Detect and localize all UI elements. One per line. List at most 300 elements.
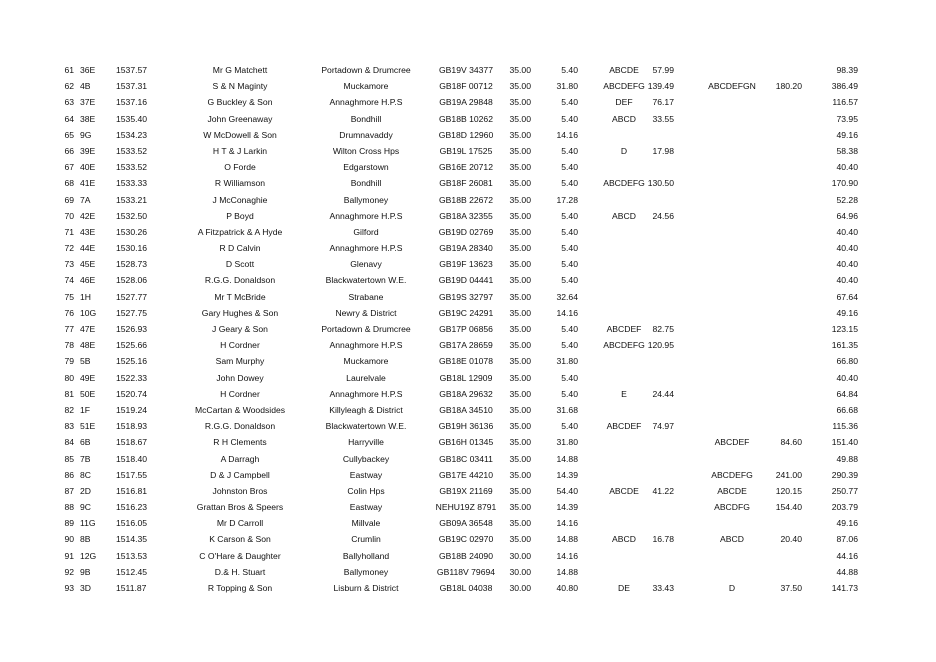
nominations-letters-cell: ABCDFG bbox=[714, 502, 750, 513]
pools-winnings-cell: 41.22 bbox=[652, 485, 674, 496]
pools-winnings-cell: 17.98 bbox=[652, 145, 674, 156]
ring-number-cell: GB17P 06856 bbox=[439, 324, 493, 334]
nominations-letters-cell: ABCDEFGN bbox=[708, 81, 756, 92]
position-cell: 62 bbox=[64, 81, 74, 92]
nominations-letters-cell: ABCD bbox=[720, 534, 744, 545]
pools-winnings-cell: 120.95 bbox=[647, 340, 674, 351]
entry-fee-cell: 30.00 bbox=[509, 550, 531, 561]
table-row bbox=[0, 370, 936, 386]
position-cell: 77 bbox=[64, 324, 74, 334]
total-cell: 66.68 bbox=[836, 404, 858, 415]
section-code-cell: 9G bbox=[80, 129, 92, 140]
section-code-cell: 2D bbox=[80, 485, 91, 496]
club-cell: Millvale bbox=[351, 518, 381, 529]
position-cell: 72 bbox=[64, 243, 74, 254]
ring-number-cell: GB18A 32355 bbox=[439, 210, 493, 221]
entry-fee-cell: 35.00 bbox=[509, 113, 531, 124]
competitor-name-cell: D.& H. Stuart bbox=[214, 566, 266, 577]
pools-winnings-cell: 74.97 bbox=[652, 421, 674, 432]
ring-number-cell: GB09A 36548 bbox=[439, 518, 493, 529]
ring-number-cell: GB16H 01345 bbox=[438, 437, 494, 448]
ring-number-cell: GB19A 28340 bbox=[439, 243, 493, 254]
table-row bbox=[0, 159, 936, 175]
section-code-cell: 9B bbox=[80, 566, 91, 577]
ring-number-cell: GB18C 03411 bbox=[439, 453, 493, 464]
velocity-cell: 1520.74 bbox=[116, 388, 148, 399]
club-cell: Newry & District bbox=[335, 307, 397, 318]
competitor-name-cell: C O'Hare & Daughter bbox=[199, 550, 281, 561]
entry-fee-cell: 35.00 bbox=[509, 259, 531, 270]
section-code-cell: 36E bbox=[80, 65, 96, 75]
position-cell: 93 bbox=[64, 583, 74, 593]
entry-fee-cell: 35.00 bbox=[509, 324, 531, 334]
prize-cell: 5.40 bbox=[561, 145, 578, 156]
club-cell: Ballyholland bbox=[342, 550, 390, 561]
table-row bbox=[0, 208, 936, 224]
table-row bbox=[0, 451, 936, 467]
section-code-cell: 9C bbox=[80, 502, 91, 513]
section-code-cell: 6B bbox=[80, 437, 91, 448]
club-cell: Annaghmore H.P.S bbox=[329, 243, 403, 254]
section-code-cell: 39E bbox=[80, 145, 96, 156]
table-row bbox=[0, 402, 936, 418]
ring-number-cell: GB18E 01078 bbox=[439, 356, 493, 367]
entry-fee-cell: 35.00 bbox=[509, 453, 531, 464]
ring-number-cell: GB18L 12909 bbox=[439, 372, 493, 383]
velocity-cell: 1518.67 bbox=[116, 437, 148, 448]
section-code-cell: 3D bbox=[80, 583, 91, 593]
prize-cell: 5.40 bbox=[561, 259, 578, 270]
ring-number-cell: GB18A 29632 bbox=[439, 388, 493, 399]
prize-cell: 5.40 bbox=[561, 388, 578, 399]
velocity-cell: 1512.45 bbox=[116, 566, 148, 577]
pools-winnings-cell: 33.43 bbox=[652, 583, 674, 593]
nominations-winnings-cell: 180.20 bbox=[775, 81, 802, 92]
entry-fee-cell: 35.00 bbox=[509, 275, 531, 286]
club-cell: Edgarstown bbox=[343, 162, 389, 173]
total-cell: 64.96 bbox=[836, 210, 858, 221]
entry-fee-cell: 35.00 bbox=[509, 291, 531, 302]
entry-fee-cell: 35.00 bbox=[509, 194, 531, 205]
club-cell: Laurelvale bbox=[346, 372, 386, 383]
ring-number-cell: GB18B 24090 bbox=[439, 550, 493, 561]
position-cell: 74 bbox=[64, 275, 74, 286]
section-code-cell: 45E bbox=[80, 259, 96, 270]
pools-letters-cell: ABCDEFG bbox=[603, 178, 645, 189]
total-cell: 44.16 bbox=[836, 550, 858, 561]
position-cell: 75 bbox=[64, 291, 74, 302]
table-row bbox=[0, 321, 936, 337]
table-row bbox=[0, 467, 936, 483]
club-cell: Eastway bbox=[349, 502, 383, 513]
pools-winnings-cell: 130.50 bbox=[647, 178, 674, 189]
position-cell: 63 bbox=[64, 97, 74, 108]
position-cell: 89 bbox=[64, 518, 74, 529]
competitor-name-cell: R Topping & Son bbox=[207, 583, 273, 593]
table-row bbox=[0, 94, 936, 110]
pools-letters-cell: DEF bbox=[615, 97, 633, 108]
position-cell: 85 bbox=[64, 453, 74, 464]
velocity-cell: 1533.52 bbox=[116, 145, 148, 156]
pools-letters-cell: ABCDE bbox=[609, 485, 639, 496]
velocity-cell: 1528.73 bbox=[116, 259, 148, 270]
competitor-name-cell: John Dowey bbox=[216, 372, 264, 383]
competitor-name-cell: Mr T McBride bbox=[214, 291, 266, 302]
table-row bbox=[0, 143, 936, 159]
velocity-cell: 1518.40 bbox=[116, 453, 148, 464]
total-cell: 141.73 bbox=[831, 583, 858, 593]
competitor-name-cell: Sam Murphy bbox=[215, 356, 265, 367]
table-row bbox=[0, 499, 936, 515]
club-cell: Annaghmore H.P.S bbox=[329, 97, 403, 108]
prize-cell: 5.40 bbox=[561, 226, 578, 237]
competitor-name-cell: McCartan & Woodsides bbox=[194, 404, 286, 415]
velocity-cell: 1537.57 bbox=[116, 65, 148, 75]
position-cell: 66 bbox=[64, 145, 74, 156]
club-cell: Crumlin bbox=[351, 534, 381, 545]
velocity-cell: 1511.87 bbox=[116, 583, 147, 593]
competitor-name-cell: H T & J Larkin bbox=[212, 145, 268, 156]
total-cell: 161.35 bbox=[831, 340, 858, 351]
entry-fee-cell: 35.00 bbox=[509, 534, 531, 545]
club-cell: Cullybackey bbox=[342, 453, 390, 464]
total-cell: 151.40 bbox=[831, 437, 858, 448]
entry-fee-cell: 35.00 bbox=[509, 65, 531, 75]
total-cell: 40.40 bbox=[836, 243, 858, 254]
total-cell: 40.40 bbox=[836, 226, 858, 237]
total-cell: 58.38 bbox=[836, 145, 858, 156]
club-cell: Drumnavaddy bbox=[339, 129, 393, 140]
total-cell: 40.40 bbox=[836, 275, 858, 286]
club-cell: Muckamore bbox=[343, 356, 389, 367]
competitor-name-cell: K Carson & Son bbox=[209, 534, 271, 545]
pools-letters-cell: ABCD bbox=[612, 113, 636, 124]
competitor-name-cell: A Fitzpatrick & A Hyde bbox=[197, 226, 283, 237]
velocity-cell: 1525.66 bbox=[116, 340, 148, 351]
club-cell: Muckamore bbox=[343, 81, 389, 92]
total-cell: 170.90 bbox=[831, 178, 858, 189]
total-cell: 203.79 bbox=[831, 502, 858, 513]
table-row bbox=[0, 78, 936, 94]
ring-number-cell: GB19C 24291 bbox=[438, 307, 494, 318]
competitor-name-cell: R Williamson bbox=[214, 178, 266, 189]
ring-number-cell: GB18A 34510 bbox=[439, 404, 493, 415]
competitor-name-cell: P Boyd bbox=[226, 210, 254, 221]
prize-cell: 5.40 bbox=[561, 178, 578, 189]
prize-cell: 14.88 bbox=[556, 534, 578, 545]
table-row bbox=[0, 337, 936, 353]
total-cell: 40.40 bbox=[836, 259, 858, 270]
position-cell: 81 bbox=[64, 388, 74, 399]
velocity-cell: 1526.93 bbox=[116, 324, 148, 334]
velocity-cell: 1527.77 bbox=[116, 291, 148, 302]
club-cell: Killyleagh & District bbox=[329, 404, 403, 415]
position-cell: 82 bbox=[64, 404, 74, 415]
table-row bbox=[0, 386, 936, 402]
velocity-cell: 1518.93 bbox=[116, 421, 148, 432]
competitor-name-cell: Grattan Bros & Speers bbox=[196, 502, 284, 513]
entry-fee-cell: 35.00 bbox=[509, 485, 531, 496]
velocity-cell: 1522.33 bbox=[116, 372, 148, 383]
ring-number-cell: GB18F 26081 bbox=[439, 178, 493, 189]
competitor-name-cell: H Cordner bbox=[220, 388, 260, 399]
prize-cell: 32.64 bbox=[556, 291, 578, 302]
section-code-cell: 41E bbox=[80, 178, 96, 189]
table-row bbox=[0, 564, 936, 580]
nominations-letters-cell: D bbox=[728, 583, 736, 593]
section-code-cell: 5B bbox=[80, 356, 91, 367]
ring-number-cell: GB118V 79694 bbox=[436, 566, 496, 577]
total-cell: 116.57 bbox=[832, 97, 858, 108]
position-cell: 69 bbox=[64, 194, 74, 205]
total-cell: 44.88 bbox=[836, 566, 858, 577]
total-cell: 66.80 bbox=[836, 356, 858, 367]
entry-fee-cell: 30.00 bbox=[509, 566, 531, 577]
position-cell: 68 bbox=[64, 178, 74, 189]
competitor-name-cell: D Scott bbox=[225, 259, 255, 270]
prize-cell: 31.68 bbox=[556, 404, 578, 415]
velocity-cell: 1530.26 bbox=[116, 226, 148, 237]
ring-number-cell: GB18L 04038 bbox=[439, 583, 493, 593]
section-code-cell: 49E bbox=[80, 372, 96, 383]
competitor-name-cell: G Buckley & Son bbox=[207, 97, 273, 108]
ring-number-cell: GB18D 12960 bbox=[438, 129, 494, 140]
entry-fee-cell: 35.00 bbox=[509, 404, 531, 415]
competitor-name-cell: Johnston Bros bbox=[212, 485, 268, 496]
velocity-cell: 1537.16 bbox=[116, 97, 148, 108]
position-cell: 91 bbox=[64, 550, 74, 561]
competitor-name-cell: Mr D Carroll bbox=[216, 518, 264, 529]
club-cell: Lisburn & District bbox=[333, 583, 399, 593]
entry-fee-cell: 35.00 bbox=[509, 243, 531, 254]
total-cell: 64.84 bbox=[836, 388, 858, 399]
table-row bbox=[0, 515, 936, 531]
pools-letters-cell: E bbox=[621, 388, 627, 399]
section-code-cell: 46E bbox=[80, 275, 96, 286]
velocity-cell: 1516.81 bbox=[116, 485, 148, 496]
position-cell: 65 bbox=[64, 129, 74, 140]
ring-number-cell: GB18B 10262 bbox=[439, 113, 493, 124]
entry-fee-cell: 35.00 bbox=[509, 226, 531, 237]
club-cell: Harryville bbox=[348, 437, 384, 448]
club-cell: Colin Hps bbox=[347, 485, 385, 496]
velocity-cell: 1519.24 bbox=[116, 404, 148, 415]
ring-number-cell: GB19H 36136 bbox=[438, 421, 494, 432]
position-cell: 64 bbox=[64, 113, 74, 124]
entry-fee-cell: 35.00 bbox=[509, 372, 531, 383]
ring-number-cell: GB18F 00712 bbox=[439, 81, 493, 92]
section-code-cell: 47E bbox=[80, 324, 96, 334]
section-code-cell: 8B bbox=[80, 534, 91, 545]
competitor-name-cell: J McConaghie bbox=[212, 194, 268, 205]
total-cell: 49.16 bbox=[836, 518, 858, 529]
results-table bbox=[0, 62, 936, 596]
competitor-name-cell: Mr G Matchett bbox=[212, 65, 268, 75]
prize-cell: 14.39 bbox=[556, 502, 578, 513]
velocity-cell: 1514.35 bbox=[116, 534, 148, 545]
total-cell: 40.40 bbox=[836, 162, 858, 173]
club-cell: Strabane bbox=[348, 291, 384, 302]
table-row bbox=[0, 111, 936, 127]
position-cell: 73 bbox=[64, 259, 74, 270]
entry-fee-cell: 35.00 bbox=[509, 145, 531, 156]
section-code-cell: 44E bbox=[80, 243, 96, 254]
ring-number-cell: GB17E 44210 bbox=[439, 469, 493, 480]
prize-cell: 17.28 bbox=[556, 194, 578, 205]
pools-letters-cell: ABCDE bbox=[609, 65, 639, 75]
club-cell: Portadown & Drumcree bbox=[321, 324, 411, 334]
prize-cell: 54.40 bbox=[556, 485, 578, 496]
total-cell: 290.39 bbox=[831, 469, 858, 480]
velocity-cell: 1535.40 bbox=[116, 113, 148, 124]
position-cell: 87 bbox=[64, 485, 74, 496]
section-code-cell: 12G bbox=[80, 550, 97, 561]
table-row bbox=[0, 434, 936, 450]
table-row bbox=[0, 272, 936, 288]
velocity-cell: 1525.16 bbox=[116, 356, 148, 367]
prize-cell: 14.16 bbox=[556, 550, 578, 561]
club-cell: Portadown & Drumcree bbox=[321, 65, 411, 75]
entry-fee-cell: 35.00 bbox=[509, 340, 531, 351]
table-row bbox=[0, 289, 936, 305]
pools-letters-cell: D bbox=[620, 145, 628, 156]
velocity-cell: 1537.31 bbox=[116, 81, 148, 92]
table-row bbox=[0, 548, 936, 564]
entry-fee-cell: 35.00 bbox=[509, 437, 531, 448]
section-code-cell: 10G bbox=[80, 307, 97, 318]
velocity-cell: 1533.21 bbox=[116, 194, 148, 205]
competitor-name-cell: D & J Campbell bbox=[210, 469, 270, 480]
nominations-letters-cell: ABCDEF bbox=[714, 437, 750, 448]
section-code-cell: 37E bbox=[80, 97, 96, 108]
prize-cell: 5.40 bbox=[561, 324, 578, 334]
pools-winnings-cell: 33.55 bbox=[652, 113, 674, 124]
prize-cell: 5.40 bbox=[561, 275, 578, 286]
position-cell: 78 bbox=[64, 340, 74, 351]
prize-cell: 5.40 bbox=[561, 113, 578, 124]
competitor-name-cell: W McDowell & Son bbox=[203, 129, 277, 140]
ring-number-cell: GB19D 02769 bbox=[438, 226, 494, 237]
prize-cell: 5.40 bbox=[561, 421, 578, 432]
ring-number-cell: GB17A 28659 bbox=[439, 340, 493, 351]
pools-winnings-cell: 139.49 bbox=[647, 81, 674, 92]
pools-winnings-cell: 16.78 bbox=[652, 534, 674, 545]
ring-number-cell: GB19X 21169 bbox=[439, 485, 493, 496]
competitor-name-cell: John Greenaway bbox=[207, 113, 273, 124]
table-row bbox=[0, 240, 936, 256]
competitor-name-cell: R.G.G. Donaldson bbox=[204, 275, 276, 286]
ring-number-cell: GB19L 17525 bbox=[439, 145, 493, 156]
velocity-cell: 1516.23 bbox=[116, 502, 148, 513]
section-code-cell: 11G bbox=[80, 518, 96, 529]
position-cell: 86 bbox=[64, 469, 74, 480]
prize-cell: 5.40 bbox=[561, 243, 578, 254]
entry-fee-cell: 35.00 bbox=[509, 178, 531, 189]
competitor-name-cell: A Darragh bbox=[220, 453, 260, 464]
prize-cell: 5.40 bbox=[561, 97, 578, 108]
table-row bbox=[0, 192, 936, 208]
prize-cell: 5.40 bbox=[561, 210, 578, 221]
competitor-name-cell: R.G.G. Donaldson bbox=[204, 421, 276, 432]
section-code-cell: 38E bbox=[80, 113, 96, 124]
total-cell: 52.28 bbox=[836, 194, 858, 205]
club-cell: Eastway bbox=[349, 469, 383, 480]
ring-number-cell: GB19C 02970 bbox=[438, 534, 494, 545]
club-cell: Ballymoney bbox=[343, 566, 389, 577]
pools-winnings-cell: 76.17 bbox=[652, 97, 674, 108]
competitor-name-cell: R H Clements bbox=[213, 437, 267, 448]
prize-cell: 14.88 bbox=[556, 566, 578, 577]
prize-cell: 5.40 bbox=[561, 340, 578, 351]
position-cell: 70 bbox=[64, 210, 74, 221]
total-cell: 49.88 bbox=[836, 453, 858, 464]
velocity-cell: 1513.53 bbox=[116, 550, 148, 561]
ring-number-cell: GB19A 29848 bbox=[439, 97, 493, 108]
position-cell: 67 bbox=[64, 162, 74, 173]
table-row bbox=[0, 580, 936, 596]
total-cell: 250.77 bbox=[831, 485, 858, 496]
section-code-cell: 50E bbox=[80, 388, 96, 399]
ring-number-cell: GB19D 04441 bbox=[438, 275, 494, 286]
total-cell: 49.16 bbox=[836, 307, 858, 318]
velocity-cell: 1530.16 bbox=[116, 243, 148, 254]
table-row bbox=[0, 224, 936, 240]
entry-fee-cell: 35.00 bbox=[509, 518, 531, 529]
club-cell: Annaghmore H.P.S bbox=[329, 340, 403, 351]
section-code-cell: 8C bbox=[80, 469, 91, 480]
prize-cell: 5.40 bbox=[561, 162, 578, 173]
prize-cell: 14.16 bbox=[556, 307, 578, 318]
pools-winnings-cell: 82.75 bbox=[652, 324, 674, 334]
nominations-letters-cell: ABCDEFG bbox=[711, 469, 753, 480]
nominations-winnings-cell: 20.40 bbox=[780, 534, 802, 545]
pools-letters-cell: DE bbox=[618, 583, 630, 593]
entry-fee-cell: 35.00 bbox=[509, 388, 531, 399]
club-cell: Blackwatertown W.E. bbox=[325, 421, 407, 432]
position-cell: 61 bbox=[64, 65, 74, 75]
total-cell: 115.36 bbox=[832, 421, 858, 432]
nominations-winnings-cell: 120.15 bbox=[775, 485, 802, 496]
prize-cell: 14.16 bbox=[556, 129, 578, 140]
entry-fee-cell: 35.00 bbox=[509, 421, 531, 432]
table-row bbox=[0, 175, 936, 191]
total-cell: 87.06 bbox=[836, 534, 858, 545]
club-cell: Wilton Cross Hps bbox=[332, 145, 400, 156]
section-code-cell: 51E bbox=[80, 421, 96, 432]
total-cell: 73.95 bbox=[836, 113, 858, 124]
table-row bbox=[0, 256, 936, 272]
position-cell: 79 bbox=[64, 356, 74, 367]
section-code-cell: 1F bbox=[80, 404, 91, 415]
table-row bbox=[0, 127, 936, 143]
position-cell: 92 bbox=[64, 566, 74, 577]
competitor-name-cell: J Geary & Son bbox=[212, 324, 268, 334]
ring-number-cell: GB18B 22672 bbox=[439, 194, 493, 205]
pools-winnings-cell: 24.44 bbox=[652, 388, 674, 399]
section-code-cell: 48E bbox=[80, 340, 96, 351]
entry-fee-cell: 35.00 bbox=[509, 356, 531, 367]
competitor-name-cell: O Forde bbox=[224, 162, 256, 173]
nominations-winnings-cell: 154.40 bbox=[775, 502, 802, 513]
pools-letters-cell: ABCDEFG bbox=[603, 81, 645, 92]
entry-fee-cell: 35.00 bbox=[509, 502, 531, 513]
velocity-cell: 1533.33 bbox=[116, 178, 148, 189]
pools-letters-cell: ABCD bbox=[612, 534, 636, 545]
club-cell: Bondhill bbox=[350, 113, 382, 124]
pools-letters-cell: ABCDEF bbox=[606, 421, 642, 432]
entry-fee-cell: 35.00 bbox=[509, 469, 531, 480]
section-code-cell: 7B bbox=[80, 453, 91, 464]
